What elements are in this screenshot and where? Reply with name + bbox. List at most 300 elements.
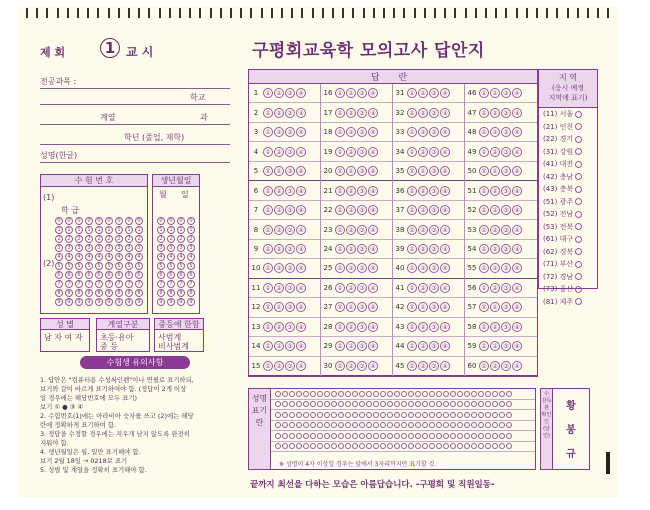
digit-bubble[interactable]: 2 [167, 235, 175, 243]
answer-bubble[interactable]: ③ [429, 225, 439, 235]
answer-bubble[interactable]: ② [418, 263, 428, 273]
region-bubble[interactable] [575, 111, 582, 118]
digit-bubble[interactable]: 7 [65, 280, 73, 288]
answer-bubble[interactable]: ② [274, 341, 284, 351]
answer-bubble[interactable]: ① [263, 205, 273, 215]
signature-bubble[interactable] [331, 422, 337, 428]
answer-bubble[interactable]: ③ [501, 108, 511, 118]
digit-bubble[interactable]: 9 [125, 298, 133, 306]
digit-bubble[interactable]: 1 [177, 226, 185, 234]
digit-bubble[interactable]: 2 [85, 235, 93, 243]
signature-bubble[interactable] [485, 412, 491, 418]
answer-bubble[interactable]: ④ [296, 88, 306, 98]
digit-bubble[interactable]: 4 [167, 253, 175, 261]
signature-bubble[interactable] [387, 443, 393, 449]
signature-bubble[interactable] [457, 433, 463, 439]
signature-bubble[interactable] [436, 412, 442, 418]
answer-bubble[interactable]: ④ [296, 244, 306, 254]
digit-bubble[interactable]: 7 [187, 280, 195, 288]
digit-bubble[interactable]: 5 [85, 262, 93, 270]
answer-bubble[interactable]: ④ [368, 263, 378, 273]
signature-bubble[interactable] [317, 401, 323, 407]
signature-bubble[interactable] [471, 433, 477, 439]
region-bubble[interactable] [575, 286, 582, 293]
answer-bubble[interactable]: ② [490, 147, 500, 157]
answer-bubble[interactable]: ③ [429, 166, 439, 176]
signature-bubble[interactable] [478, 433, 484, 439]
answer-bubble[interactable]: ④ [368, 88, 378, 98]
answer-bubble[interactable]: ② [490, 127, 500, 137]
signature-bubble[interactable] [387, 412, 393, 418]
signature-bubble[interactable] [415, 412, 421, 418]
answer-bubble[interactable]: ④ [368, 244, 378, 254]
answer-bubble[interactable]: ① [335, 283, 345, 293]
answer-bubble[interactable]: ① [335, 186, 345, 196]
signature-bubble[interactable] [499, 433, 505, 439]
digit-bubble[interactable]: 7 [75, 280, 83, 288]
answer-bubble[interactable]: ① [479, 127, 489, 137]
signature-bubble[interactable] [289, 443, 295, 449]
signature-bubble[interactable] [478, 443, 484, 449]
signature-bubble[interactable] [408, 433, 414, 439]
signature-bubble[interactable] [457, 443, 463, 449]
signature-bubble[interactable] [401, 412, 407, 418]
answer-bubble[interactable]: ④ [368, 283, 378, 293]
signature-bubble[interactable] [317, 391, 323, 397]
region-bubble[interactable] [575, 173, 582, 180]
signature-bubble[interactable] [464, 412, 470, 418]
answer-bubble[interactable]: ① [407, 322, 417, 332]
digit-bubble[interactable]: 2 [95, 235, 103, 243]
digit-bubble[interactable]: 7 [177, 280, 185, 288]
signature-bubble[interactable] [464, 433, 470, 439]
answer-bubble[interactable]: ② [490, 361, 500, 371]
signature-bubble[interactable] [338, 433, 344, 439]
signature-bubble[interactable] [331, 433, 337, 439]
signature-bubble[interactable] [366, 443, 372, 449]
answer-bubble[interactable]: ① [407, 205, 417, 215]
signature-bubble[interactable] [478, 422, 484, 428]
answer-bubble[interactable]: ③ [285, 108, 295, 118]
digit-bubble[interactable]: 6 [55, 271, 63, 279]
signature-bubble[interactable] [422, 391, 428, 397]
signature-bubble[interactable] [429, 391, 435, 397]
signature-bubble[interactable] [359, 443, 365, 449]
track-type-options-2[interactable]: 중 등 [100, 342, 118, 351]
signature-bubble[interactable] [492, 401, 498, 407]
answer-bubble[interactable]: ② [490, 244, 500, 254]
signature-bubble[interactable] [289, 412, 295, 418]
digit-bubble[interactable]: 4 [125, 253, 133, 261]
answer-bubble[interactable]: ① [479, 166, 489, 176]
region-option[interactable]: (41) 대전 [539, 158, 597, 171]
answer-bubble[interactable]: ③ [429, 302, 439, 312]
answer-bubble[interactable]: ④ [368, 108, 378, 118]
region-bubble[interactable] [575, 298, 582, 305]
digit-bubble[interactable]: 0 [187, 217, 195, 225]
signature-bubble[interactable] [436, 422, 442, 428]
signature-bubble[interactable] [450, 433, 456, 439]
answer-bubble[interactable]: ② [274, 88, 284, 98]
digit-bubble[interactable]: 0 [55, 217, 63, 225]
digit-bubble[interactable]: 9 [65, 298, 73, 306]
signature-bubble[interactable] [471, 401, 477, 407]
signature-bubble[interactable] [310, 433, 316, 439]
signature-bubble[interactable] [345, 443, 351, 449]
answer-bubble[interactable]: ① [407, 263, 417, 273]
digit-bubble[interactable]: 2 [157, 235, 165, 243]
signature-bubble[interactable] [443, 433, 449, 439]
signature-bubble[interactable] [373, 391, 379, 397]
signature-bubble[interactable] [282, 401, 288, 407]
answer-bubble[interactable]: ③ [285, 361, 295, 371]
signature-bubble[interactable] [478, 412, 484, 418]
digit-bubble[interactable]: 7 [85, 280, 93, 288]
answer-bubble[interactable]: ② [274, 283, 284, 293]
signature-bubble[interactable] [359, 401, 365, 407]
birthdate-bubbles[interactable] [157, 217, 196, 306]
digit-bubble[interactable]: 5 [105, 262, 113, 270]
answer-bubble[interactable]: ③ [429, 108, 439, 118]
digit-bubble[interactable]: 1 [65, 226, 73, 234]
digit-bubble[interactable]: 5 [177, 262, 185, 270]
answer-bubble[interactable]: ③ [501, 127, 511, 137]
answer-bubble[interactable]: ② [346, 263, 356, 273]
answer-bubble[interactable]: ③ [501, 361, 511, 371]
answer-bubble[interactable]: ① [407, 147, 417, 157]
answer-bubble[interactable]: ① [479, 322, 489, 332]
region-option[interactable]: (22) 경기 [539, 133, 597, 146]
signature-bubble[interactable] [450, 422, 456, 428]
answer-bubble[interactable]: ① [335, 166, 345, 176]
answer-bubble[interactable]: ① [263, 341, 273, 351]
answer-bubble[interactable]: ② [274, 166, 284, 176]
signature-bubble[interactable] [408, 422, 414, 428]
answer-bubble[interactable]: ④ [368, 225, 378, 235]
signature-bubble[interactable] [296, 401, 302, 407]
signature-bubble[interactable] [422, 412, 428, 418]
answer-bubble[interactable]: ④ [440, 361, 450, 371]
middle-school-option-2[interactable]: 비사범계 [158, 342, 189, 351]
answer-bubble[interactable]: ③ [357, 225, 367, 235]
digit-bubble[interactable]: 8 [187, 289, 195, 297]
answer-bubble[interactable]: ② [418, 88, 428, 98]
signature-bubble[interactable] [394, 401, 400, 407]
signature-bubble[interactable] [359, 422, 365, 428]
answer-bubble[interactable]: ④ [296, 302, 306, 312]
answer-bubble[interactable]: ③ [285, 341, 295, 351]
answer-bubble[interactable]: ② [490, 108, 500, 118]
signature-bubble[interactable] [394, 443, 400, 449]
digit-bubble[interactable]: 1 [95, 226, 103, 234]
signature-bubble[interactable] [499, 422, 505, 428]
signature-bubble[interactable] [338, 443, 344, 449]
answer-bubble[interactable]: ④ [512, 127, 522, 137]
answer-bubble[interactable]: ② [274, 244, 284, 254]
signature-bubble[interactable] [366, 422, 372, 428]
answer-bubble[interactable]: ① [479, 244, 489, 254]
digit-bubble[interactable]: 6 [167, 271, 175, 279]
answer-bubble[interactable]: ② [346, 341, 356, 351]
digit-bubble[interactable]: 7 [55, 280, 63, 288]
answer-bubble[interactable]: ① [479, 302, 489, 312]
signature-bubble[interactable] [317, 433, 323, 439]
digit-bubble[interactable]: 1 [187, 226, 195, 234]
middle-school-option-1[interactable]: 사범계 [158, 333, 182, 342]
digit-bubble[interactable]: 8 [85, 289, 93, 297]
answer-bubble[interactable]: ② [346, 225, 356, 235]
answer-bubble[interactable]: ② [418, 205, 428, 215]
answer-bubble[interactable]: ② [346, 108, 356, 118]
signature-bubble[interactable] [415, 401, 421, 407]
answer-bubble[interactable]: ② [346, 361, 356, 371]
answer-bubble[interactable]: ① [335, 88, 345, 98]
answer-bubble[interactable]: ① [263, 166, 273, 176]
answer-bubble[interactable]: ① [407, 244, 417, 254]
signature-bubble[interactable] [464, 422, 470, 428]
answer-bubble[interactable]: ③ [501, 244, 511, 254]
digit-bubble[interactable]: 1 [135, 226, 143, 234]
signature-bubble[interactable] [450, 391, 456, 397]
answer-bubble[interactable]: ④ [368, 205, 378, 215]
answer-bubble[interactable]: ③ [501, 88, 511, 98]
answer-bubble[interactable]: ① [335, 322, 345, 332]
digit-bubble[interactable]: 9 [177, 298, 185, 306]
signature-bubble[interactable] [275, 433, 281, 439]
digit-bubble[interactable]: 7 [157, 280, 165, 288]
digit-bubble[interactable]: 7 [167, 280, 175, 288]
digit-bubble[interactable]: 2 [65, 235, 73, 243]
signature-bubble[interactable] [275, 401, 281, 407]
signature-bubble[interactable] [415, 422, 421, 428]
answer-bubble[interactable]: ④ [368, 341, 378, 351]
signature-bubble[interactable] [492, 443, 498, 449]
digit-bubble[interactable]: 6 [125, 271, 133, 279]
signature-bubble[interactable] [506, 443, 512, 449]
digit-bubble[interactable]: 4 [105, 253, 113, 261]
digit-bubble[interactable]: 4 [85, 253, 93, 261]
answer-bubble[interactable]: ④ [512, 341, 522, 351]
digit-bubble[interactable]: 0 [95, 217, 103, 225]
digit-bubble[interactable]: 4 [95, 253, 103, 261]
answer-bubble[interactable]: ④ [440, 166, 450, 176]
digit-bubble[interactable]: 5 [115, 262, 123, 270]
digit-bubble[interactable]: 6 [187, 271, 195, 279]
signature-bubble[interactable] [352, 433, 358, 439]
region-bubble[interactable] [575, 186, 582, 193]
signature-bubble[interactable] [415, 391, 421, 397]
digit-bubble[interactable]: 8 [55, 289, 63, 297]
answer-bubble[interactable]: ④ [368, 147, 378, 157]
digit-bubble[interactable]: 8 [177, 289, 185, 297]
region-bubble[interactable] [575, 211, 582, 218]
signature-bubble[interactable] [352, 443, 358, 449]
signature-bubble[interactable] [422, 433, 428, 439]
answer-bubble[interactable]: ② [490, 341, 500, 351]
signature-bubble[interactable] [324, 401, 330, 407]
answer-bubble[interactable]: ④ [296, 225, 306, 235]
signature-bubble[interactable] [296, 443, 302, 449]
digit-bubble[interactable]: 3 [187, 244, 195, 252]
digit-bubble[interactable]: 0 [167, 217, 175, 225]
answer-bubble[interactable]: ④ [512, 88, 522, 98]
signature-bubble[interactable] [296, 412, 302, 418]
region-bubble[interactable] [575, 273, 582, 280]
digit-bubble[interactable]: 3 [95, 244, 103, 252]
signature-bubble[interactable] [506, 422, 512, 428]
digit-bubble[interactable]: 7 [135, 280, 143, 288]
signature-bubble[interactable] [338, 412, 344, 418]
answer-bubble[interactable]: ④ [296, 205, 306, 215]
answer-bubble[interactable]: ① [335, 147, 345, 157]
signature-bubble[interactable] [289, 433, 295, 439]
answer-bubble[interactable]: ③ [285, 166, 295, 176]
answer-bubble[interactable]: ④ [296, 147, 306, 157]
signature-bubble[interactable] [359, 433, 365, 439]
signature-bubble[interactable] [359, 391, 365, 397]
signature-bubble[interactable] [366, 401, 372, 407]
signature-bubble[interactable] [345, 391, 351, 397]
digit-bubble[interactable]: 0 [75, 217, 83, 225]
signature-bubble[interactable] [338, 401, 344, 407]
answer-bubble[interactable]: ③ [285, 127, 295, 137]
region-option[interactable]: (71) 부산 [539, 258, 597, 271]
digit-bubble[interactable]: 5 [55, 262, 63, 270]
digit-bubble[interactable]: 9 [167, 298, 175, 306]
digit-bubble[interactable]: 1 [125, 226, 133, 234]
signature-bubble[interactable] [485, 433, 491, 439]
signature-bubble[interactable] [352, 422, 358, 428]
signature-bubble[interactable] [324, 422, 330, 428]
digit-bubble[interactable]: 8 [135, 289, 143, 297]
signature-bubble[interactable] [373, 412, 379, 418]
signature-bubble[interactable] [373, 422, 379, 428]
answer-bubble[interactable]: ③ [429, 322, 439, 332]
answer-bubble[interactable]: ③ [357, 302, 367, 312]
digit-bubble[interactable]: 9 [55, 298, 63, 306]
signature-bubble[interactable] [506, 433, 512, 439]
digit-bubble[interactable]: 0 [177, 217, 185, 225]
exam-number-bubbles[interactable] [55, 217, 144, 306]
digit-bubble[interactable]: 6 [65, 271, 73, 279]
signature-bubble[interactable] [345, 401, 351, 407]
answer-bubble[interactable]: ③ [501, 225, 511, 235]
digit-bubble[interactable]: 6 [157, 271, 165, 279]
answer-bubble[interactable]: ③ [357, 283, 367, 293]
digit-bubble[interactable]: 7 [105, 280, 113, 288]
answer-bubble[interactable]: ① [479, 205, 489, 215]
answer-bubble[interactable]: ③ [429, 244, 439, 254]
answer-bubble[interactable]: ① [407, 108, 417, 118]
signature-bubble[interactable] [317, 412, 323, 418]
signature-bubble[interactable] [464, 443, 470, 449]
signature-bubble[interactable] [471, 443, 477, 449]
signature-bubble[interactable] [464, 401, 470, 407]
signature-bubble[interactable] [436, 401, 442, 407]
digit-bubble[interactable]: 8 [157, 289, 165, 297]
answer-bubble[interactable]: ④ [440, 263, 450, 273]
digit-bubble[interactable]: 7 [125, 280, 133, 288]
answer-bubble[interactable]: ① [407, 186, 417, 196]
signature-bubble[interactable] [394, 422, 400, 428]
answer-bubble[interactable]: ① [407, 166, 417, 176]
signature-bubble[interactable] [429, 443, 435, 449]
region-option[interactable]: (62) 경북 [539, 246, 597, 259]
answer-bubble[interactable]: ③ [285, 244, 295, 254]
digit-bubble[interactable]: 6 [105, 271, 113, 279]
signature-bubble[interactable] [275, 422, 281, 428]
answer-bubble[interactable]: ② [346, 88, 356, 98]
answer-bubble[interactable]: ④ [440, 322, 450, 332]
answer-bubble[interactable]: ② [490, 283, 500, 293]
signature-bubble[interactable] [303, 443, 309, 449]
answer-bubble[interactable]: ③ [429, 205, 439, 215]
digit-bubble[interactable]: 3 [157, 244, 165, 252]
signature-bubble[interactable] [394, 433, 400, 439]
signature-bubble[interactable] [457, 391, 463, 397]
signature-bubble[interactable] [506, 412, 512, 418]
signature-bubble[interactable] [443, 443, 449, 449]
answer-bubble[interactable]: ④ [368, 322, 378, 332]
digit-bubble[interactable]: 3 [167, 244, 175, 252]
answer-bubble[interactable]: ③ [357, 147, 367, 157]
digit-bubble[interactable]: 8 [115, 289, 123, 297]
answer-bubble[interactable]: ④ [440, 302, 450, 312]
signature-bubble[interactable] [289, 391, 295, 397]
signature-bubble[interactable] [387, 422, 393, 428]
signature-bubble[interactable] [282, 433, 288, 439]
digit-bubble[interactable]: 9 [115, 298, 123, 306]
digit-bubble[interactable]: 5 [167, 262, 175, 270]
answer-bubble[interactable]: ③ [357, 205, 367, 215]
signature-bubble[interactable] [275, 391, 281, 397]
digit-bubble[interactable]: 8 [65, 289, 73, 297]
signature-bubble[interactable] [303, 422, 309, 428]
answer-bubble[interactable]: ③ [501, 263, 511, 273]
digit-bubble[interactable]: 5 [187, 262, 195, 270]
signature-bubble[interactable] [422, 401, 428, 407]
signature-bubble[interactable] [401, 401, 407, 407]
region-bubble[interactable] [575, 223, 582, 230]
digit-bubble[interactable]: 6 [75, 271, 83, 279]
answer-bubble[interactable]: ① [479, 361, 489, 371]
answer-bubble[interactable]: ① [263, 127, 273, 137]
signature-bubble[interactable] [478, 391, 484, 397]
answer-bubble[interactable]: ④ [368, 127, 378, 137]
answer-bubble[interactable]: ② [418, 283, 428, 293]
answer-bubble[interactable]: ① [407, 302, 417, 312]
answer-bubble[interactable]: ② [418, 108, 428, 118]
answer-bubble[interactable]: ④ [296, 166, 306, 176]
signature-bubble[interactable] [324, 433, 330, 439]
answer-bubble[interactable]: ④ [512, 263, 522, 273]
gender-options[interactable]: 남 자 여 자 [44, 333, 83, 342]
answer-bubble[interactable]: ① [335, 225, 345, 235]
signature-bubble[interactable] [331, 412, 337, 418]
digit-bubble[interactable]: 3 [85, 244, 93, 252]
answer-bubble[interactable]: ④ [368, 166, 378, 176]
signature-bubble[interactable] [275, 412, 281, 418]
answer-bubble[interactable]: ② [274, 322, 284, 332]
answer-bubble[interactable]: ① [263, 302, 273, 312]
digit-bubble[interactable]: 5 [125, 262, 133, 270]
answer-bubble[interactable]: ③ [285, 322, 295, 332]
digit-bubble[interactable]: 9 [95, 298, 103, 306]
answer-bubble[interactable]: ① [407, 283, 417, 293]
answer-bubble[interactable]: ③ [285, 283, 295, 293]
signature-bubble[interactable] [499, 391, 505, 397]
answer-bubble[interactable]: ② [418, 225, 428, 235]
